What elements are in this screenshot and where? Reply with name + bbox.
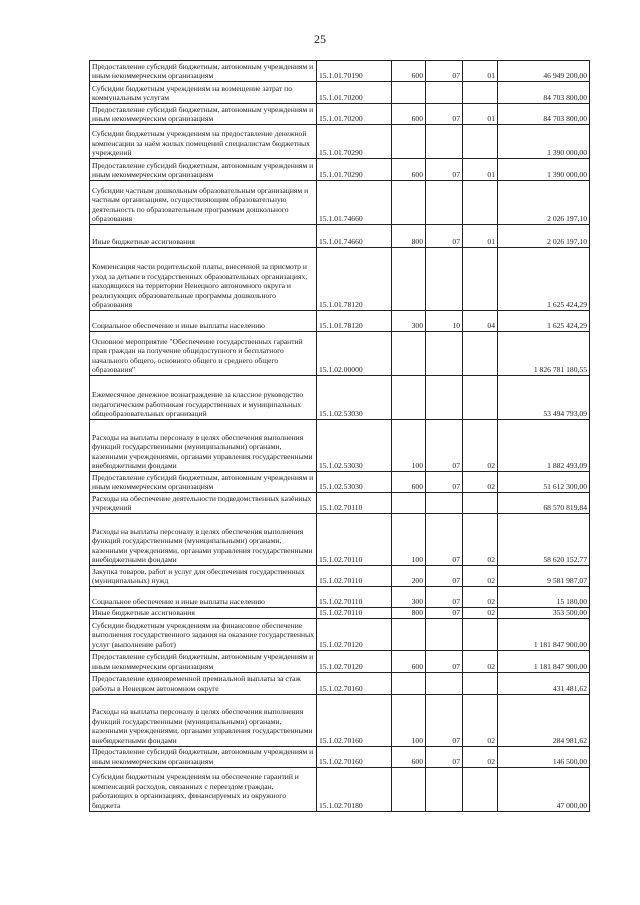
cell-name: Предоставление единовременной премиальной выплаты за стаж работы в Ненецком автономном округе (90, 672, 317, 694)
cell-expense-type: 600 (392, 159, 426, 181)
table-row (90, 332, 590, 376)
cell-expense-type: 800 (392, 608, 426, 619)
cell-section (426, 181, 463, 225)
cell-target-code: 15.1.02.70110 (317, 493, 392, 514)
cell-expense-type (392, 376, 426, 420)
cell-section: 07 (426, 159, 463, 181)
cell-name: Предоставление субсидий бюджетным, автономным учреждениям и иным некоммерческим организациям (90, 104, 317, 125)
cell-expense-type (392, 248, 426, 311)
cell-amount: 284 981,62 (498, 694, 590, 746)
cell-expense-type: 300 (392, 311, 426, 332)
cell-target-code: 15.1.02.70160 (317, 694, 392, 746)
cell-expense-type: 600 (392, 104, 426, 125)
table-row (90, 82, 590, 104)
cell-section: 07 (426, 61, 463, 82)
cell-subsection (463, 767, 498, 811)
cell-name: Основное мероприятие "Обеспечение государственных гарантий прав граждан на получение общедоступного и бесплатного начального общего, основного общего и среднего общего образования" (90, 332, 317, 376)
cell-section (426, 618, 463, 650)
cell-subsection: 01 (463, 104, 498, 125)
budget-table-body (90, 61, 590, 812)
cell-amount: 1 181 847 900,00 (498, 650, 590, 672)
table-row (90, 61, 590, 82)
cell-subsection: 02 (463, 746, 498, 767)
cell-name: Закупка товаров, работ и услуг для обеспечения государственных (муниципальных) нужд (90, 566, 317, 587)
cell-amount: 84 703 800,00 (498, 82, 590, 104)
cell-section: 07 (426, 694, 463, 746)
cell-name: Субсидии бюджетным учреждениям на финансовое обеспечение выполнения государственного задания на оказание государственных услуг (выполнение работ) (90, 618, 317, 650)
cell-subsection (463, 82, 498, 104)
cell-subsection (463, 376, 498, 420)
cell-section: 07 (426, 225, 463, 248)
table-row (90, 420, 590, 472)
cell-name: Предоставление субсидий бюджетным, автономным учреждениям и иным некоммерческим организациям (90, 159, 317, 181)
cell-name: Расходы на выплаты персоналу в целях обеспечения выполнения функций государственными (муниципальными) органами, казенными учреждениями, органами управления государственными внебюджетными фондами (90, 694, 317, 746)
cell-section: 07 (426, 650, 463, 672)
cell-expense-type (392, 82, 426, 104)
cell-amount: 1 390 000,00 (498, 125, 590, 159)
cell-subsection: 02 (463, 587, 498, 608)
cell-section: 07 (426, 608, 463, 619)
cell-name: Иные бюджетные ассигнования (90, 608, 317, 619)
cell-expense-type: 600 (392, 746, 426, 767)
cell-target-code: 15.1.01.70290 (317, 159, 392, 181)
cell-target-code: 15.1.02.70110 (317, 514, 392, 566)
cell-target-code: 15.1.02.70160 (317, 672, 392, 694)
cell-expense-type (392, 125, 426, 159)
cell-name: Расходы на выплаты персоналу в целях обеспечения выполнения функций государственными (муниципальными) органами, казенными учреждениями, органами управления государственными внебюджетными фондами (90, 514, 317, 566)
table-row (90, 376, 590, 420)
cell-target-code: 15.1.02.70120 (317, 618, 392, 650)
cell-name: Предоставление субсидий бюджетным, автономным учреждениям и иным некоммерческим организациям (90, 61, 317, 82)
budget-table (89, 60, 590, 812)
table-row (90, 608, 590, 619)
cell-name: Предоставление субсидий бюджетным, автономным учреждениям и иным некоммерческим организациям (90, 746, 317, 767)
cell-amount: 15 180,00 (498, 587, 590, 608)
cell-subsection (463, 181, 498, 225)
table-row (90, 104, 590, 125)
cell-subsection (463, 618, 498, 650)
cell-target-code: 15.1.01.70200 (317, 82, 392, 104)
cell-section: 10 (426, 311, 463, 332)
table-row (90, 311, 590, 332)
table-row (90, 125, 590, 159)
cell-expense-type (392, 332, 426, 376)
cell-name: Субсидии бюджетным учреждениям на предоставление денежной компенсации за наём жилых помещений специалистам бюджетных учреждений (90, 125, 317, 159)
cell-subsection: 02 (463, 608, 498, 619)
cell-subsection: 01 (463, 159, 498, 181)
cell-section (426, 493, 463, 514)
cell-name: Компенсация части родительской платы, внесенной за присмотр и уход за детьми в государственных образовательных организациях, находящихся на территории Ненецкого автономного округа и реализующих образовательные программы дошкольного образования (90, 248, 317, 311)
cell-section (426, 82, 463, 104)
cell-amount: 68 570 819,84 (498, 493, 590, 514)
cell-amount: 1 882 493,09 (498, 420, 590, 472)
cell-target-code: 15.1.01.70190 (317, 61, 392, 82)
cell-section: 07 (426, 420, 463, 472)
cell-section (426, 248, 463, 311)
cell-amount: 1 625 424,29 (498, 248, 590, 311)
cell-expense-type: 100 (392, 514, 426, 566)
cell-subsection: 02 (463, 472, 498, 493)
cell-name: Ежемесячное денежное вознаграждение за классное руководство педагогическим работникам государственных и муниципальных общеобразовательных организаций (90, 376, 317, 420)
cell-name: Субсидии бюджетным учреждениям на обеспечение гарантий и компенсаций расходов, связанных с переездом граждан, работающих в организациях, финансируемых из окружного бюджета (90, 767, 317, 811)
cell-section: 07 (426, 746, 463, 767)
cell-target-code: 15.1.01.74660 (317, 225, 392, 248)
cell-section: 07 (426, 472, 463, 493)
cell-target-code: 15.1.02.70110 (317, 566, 392, 587)
cell-target-code: 15.1.01.78120 (317, 311, 392, 332)
cell-subsection: 04 (463, 311, 498, 332)
cell-name: Расходы на выплаты персоналу в целях обеспечения выполнения функций государственными (муниципальными) органами, казенными учреждениями, органами управления государственными внебюджетными фондами (90, 420, 317, 472)
cell-target-code: 15.1.02.70110 (317, 608, 392, 619)
cell-amount: 53 494 793,09 (498, 376, 590, 420)
cell-target-code: 15.1.02.53030 (317, 420, 392, 472)
cell-target-code: 15.1.01.74660 (317, 181, 392, 225)
cell-expense-type (392, 672, 426, 694)
cell-subsection (463, 493, 498, 514)
table-row (90, 493, 590, 514)
cell-name: Иные бюджетные ассигнования (90, 225, 317, 248)
cell-subsection (463, 672, 498, 694)
table-row (90, 746, 590, 767)
cell-expense-type: 200 (392, 566, 426, 587)
cell-target-code: 15.1.01.70290 (317, 125, 392, 159)
cell-amount: 1 181 847 900,00 (498, 618, 590, 650)
table-row (90, 566, 590, 587)
cell-target-code: 15.1.02.70180 (317, 767, 392, 811)
cell-amount: 47 000,00 (498, 767, 590, 811)
cell-subsection: 02 (463, 420, 498, 472)
cell-name: Расходы на обеспечение деятельности подведомственных казённых учреждений (90, 493, 317, 514)
cell-subsection: 01 (463, 225, 498, 248)
cell-expense-type (392, 618, 426, 650)
cell-name: Социальное обеспечение и иные выплаты населению (90, 311, 317, 332)
cell-amount: 1 625 424,29 (498, 311, 590, 332)
cell-expense-type: 600 (392, 472, 426, 493)
table-row (90, 650, 590, 672)
cell-expense-type: 800 (392, 225, 426, 248)
cell-amount: 353 500,00 (498, 608, 590, 619)
cell-section (426, 376, 463, 420)
cell-target-code: 15.1.01.78120 (317, 248, 392, 311)
cell-subsection (463, 248, 498, 311)
page-number: 25 (314, 32, 326, 46)
cell-subsection: 01 (463, 61, 498, 82)
cell-target-code: 15.1.02.00000 (317, 332, 392, 376)
table-row (90, 587, 590, 608)
cell-amount: 84 703 800,00 (498, 104, 590, 125)
cell-section: 07 (426, 587, 463, 608)
cell-name: Социальное обеспечение и иные выплаты населению (90, 587, 317, 608)
table-row (90, 672, 590, 694)
cell-name: Субсидии частным дошкольным образовательным организациям и частным организациям, осуществляющим образовательную деятельность по образовательным программам дошкольного образования (90, 181, 317, 225)
cell-section (426, 672, 463, 694)
cell-section: 07 (426, 104, 463, 125)
cell-section: 07 (426, 514, 463, 566)
table-row (90, 248, 590, 311)
table-row (90, 159, 590, 181)
cell-section (426, 767, 463, 811)
cell-expense-type: 100 (392, 694, 426, 746)
cell-target-code: 15.1.02.70110 (317, 587, 392, 608)
cell-amount: 46 949 200,00 (498, 61, 590, 82)
table-row (90, 225, 590, 248)
cell-amount: 1 390 000,00 (498, 159, 590, 181)
cell-target-code: 15.1.01.70200 (317, 104, 392, 125)
cell-amount: 2 026 197,10 (498, 225, 590, 248)
table-row (90, 767, 590, 811)
cell-subsection (463, 332, 498, 376)
cell-expense-type: 300 (392, 587, 426, 608)
cell-target-code: 15.1.02.53030 (317, 376, 392, 420)
cell-expense-type: 600 (392, 650, 426, 672)
table-row (90, 472, 590, 493)
table-row (90, 618, 590, 650)
cell-expense-type: 600 (392, 61, 426, 82)
cell-subsection (463, 125, 498, 159)
cell-expense-type (392, 767, 426, 811)
cell-amount: 51 612 300,00 (498, 472, 590, 493)
cell-amount: 1 826 781 180,55 (498, 332, 590, 376)
cell-subsection: 02 (463, 566, 498, 587)
cell-subsection: 02 (463, 650, 498, 672)
cell-target-code: 15.1.02.70160 (317, 746, 392, 767)
cell-name: Предоставление субсидий бюджетным, автономным учреждениям и иным некоммерческим организациям (90, 472, 317, 493)
cell-subsection: 02 (463, 694, 498, 746)
cell-name: Субсидии бюджетным учреждениям на возмещение затрат по коммунальным услугам (90, 82, 317, 104)
table-row (90, 181, 590, 225)
cell-subsection: 02 (463, 514, 498, 566)
cell-section: 07 (426, 566, 463, 587)
cell-amount: 146 500,00 (498, 746, 590, 767)
cell-expense-type: 100 (392, 420, 426, 472)
table-row (90, 514, 590, 566)
cell-amount: 58 620 152,77 (498, 514, 590, 566)
cell-name: Предоставление субсидий бюджетным, автономным учреждениям и иным некоммерческим организациям (90, 650, 317, 672)
cell-amount: 431 481,62 (498, 672, 590, 694)
cell-target-code: 15.1.02.70120 (317, 650, 392, 672)
table-row (90, 694, 590, 746)
cell-amount: 2 026 197,10 (498, 181, 590, 225)
cell-expense-type (392, 493, 426, 514)
cell-section (426, 332, 463, 376)
cell-expense-type (392, 181, 426, 225)
cell-amount: 9 581 987,07 (498, 566, 590, 587)
cell-section (426, 125, 463, 159)
cell-target-code: 15.1.02.53030 (317, 472, 392, 493)
